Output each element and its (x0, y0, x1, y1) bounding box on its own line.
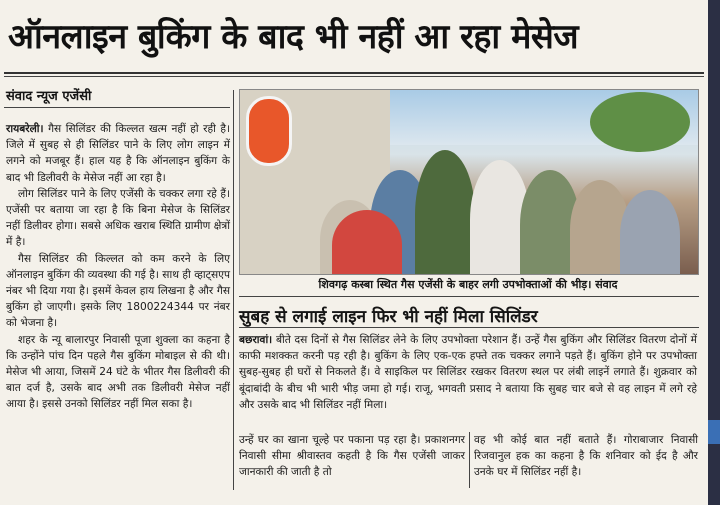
left-paragraph-1: रायबरेली। गैस सिलिंडर की किल्लत खत्म नहीं हो रही है। जिले में सुबह से ही सिलिंडर पाने के लिए लोग लाइन में लगने को मजबूर हैं। हाल यह है कि ऑनलाइन बुकिंग के बाद भी डिलीवरी के मेसेज नहीं आ रहा है। (6, 123, 231, 184)
crowd-person (620, 190, 680, 275)
left-lead: रायबरेली। (6, 123, 44, 135)
sub-story-lead: बछरावां। (239, 334, 273, 346)
adjacent-page-edge (708, 0, 720, 505)
bottom-column-1: उन्हें घर का खाना चूल्हे पर पकाना पड़ रहा है। प्रकाशनगर निवासी सीमा श्रीवास्तव कहती है कि गैस एजेंसी जाकर जानकारी की जाती है तो (239, 434, 465, 479)
bottom-column-2: वह भी कोई बात नहीं बताते हैं। गोराबाजार निवासी रिजवानुल हक का कहना है कि शनिवार को ईद है और उनके घर में सिलिंडर नहीं है। (474, 434, 698, 479)
left-paragraph-2: लोग सिलिंडर पाने के लिए एजेंसी के चक्कर लगा रहे हैं। एजेंसी पर बताया जा रहा है कि बिना मेसेज के सिलिंडर नहीं डिलीवर होगा। सबसे अधिक खराब स्थिति ग्रामीण क्षेत्रों में है। (6, 187, 230, 249)
news-photo (239, 89, 699, 275)
gas-agency-sign-icon (246, 96, 292, 166)
crowd-person (415, 150, 475, 275)
bottom-column-divider (469, 432, 470, 488)
headline: ऑनलाइन बुकिंग के बाद भी नहीं आ रहा मेसेज (8, 17, 579, 57)
tree-icon (590, 92, 690, 152)
subheadline: सुबह से लगाई लाइन फिर भी नहीं मिला सिलिंडर (239, 307, 538, 327)
byline: संवाद न्यूज एजेंसी (6, 89, 92, 104)
photo-caption: शिवगढ़ कस्बा स्थित गैस एजेंसी के बाहर लगी उपभोक्ताओं की भीड़। संवाद (318, 278, 618, 291)
sub-story (239, 332, 697, 413)
left-paragraph-4: शहर के न्यू बालारपुर निवासी पूजा शुक्ला का कहना है कि उन्होंने पांच दिन पहले गैस बुकिंग मोबाइल से की थी। मेसेज भी आया, जिसमें 24 घंटे के भीतर गैस डिलीवरी की बात दर्ज है, उसके बाद अभी तक डिलीवरी मेसेज नहीं आया है। इससे उनको सिलिंडर नहीं मिल सका है। (6, 333, 230, 411)
headline-rule-thin (4, 76, 704, 77)
byline-rule (4, 107, 230, 108)
sub-story-paragraph: बछरावां। बीते दस दिनों से गैस सिलिंडर लेने के लिए उपभोक्ता परेशान हैं। उन्हें गैस बुकिंग और सिलिंडर वितरण दोनों में काफी मशक्कत करनी पड़ रही है। बुकिंग के लिए एक-एक हफ्ते तक चक्कर लगाने पड़ते हैं। बुकिंग होने पर उपभोक्ता सुबह-सुबह ही घरों से निकलते हैं। वे साइकिल पर सिलिंडर रखकर वितरण स्थल पर लंबी लाइनें लगाते हैं। शुक्रवार को बूंदाबांदी के बीच भी भारी भीड़ जमा हो गई। राजू, भगवती प्रसाद ने बताया कि सुबह चार बजे से वह लाइन में लगे रहे और उसके बाद भी सिलिंडर नहीं मिला। (239, 334, 697, 411)
left-column (6, 121, 230, 413)
caption-rule (239, 296, 699, 297)
headline-rule (4, 72, 704, 74)
subhead-rule (239, 327, 699, 328)
crowd-person (332, 210, 402, 275)
column-divider (233, 90, 234, 490)
left-paragraph-3: गैस सिलिंडर की किल्लत को कम करने के लिए ऑनलाइन बुकिंग की व्यवस्था की गई है। साथ ही व्हाट्सएप नंबर भी दिया गया है। इसमें केवल हाय लिखना है और गैस बुकिंग हो जाएगी। इसके लिए 1800224344 पर नंबर को भेजना है। (6, 252, 230, 330)
